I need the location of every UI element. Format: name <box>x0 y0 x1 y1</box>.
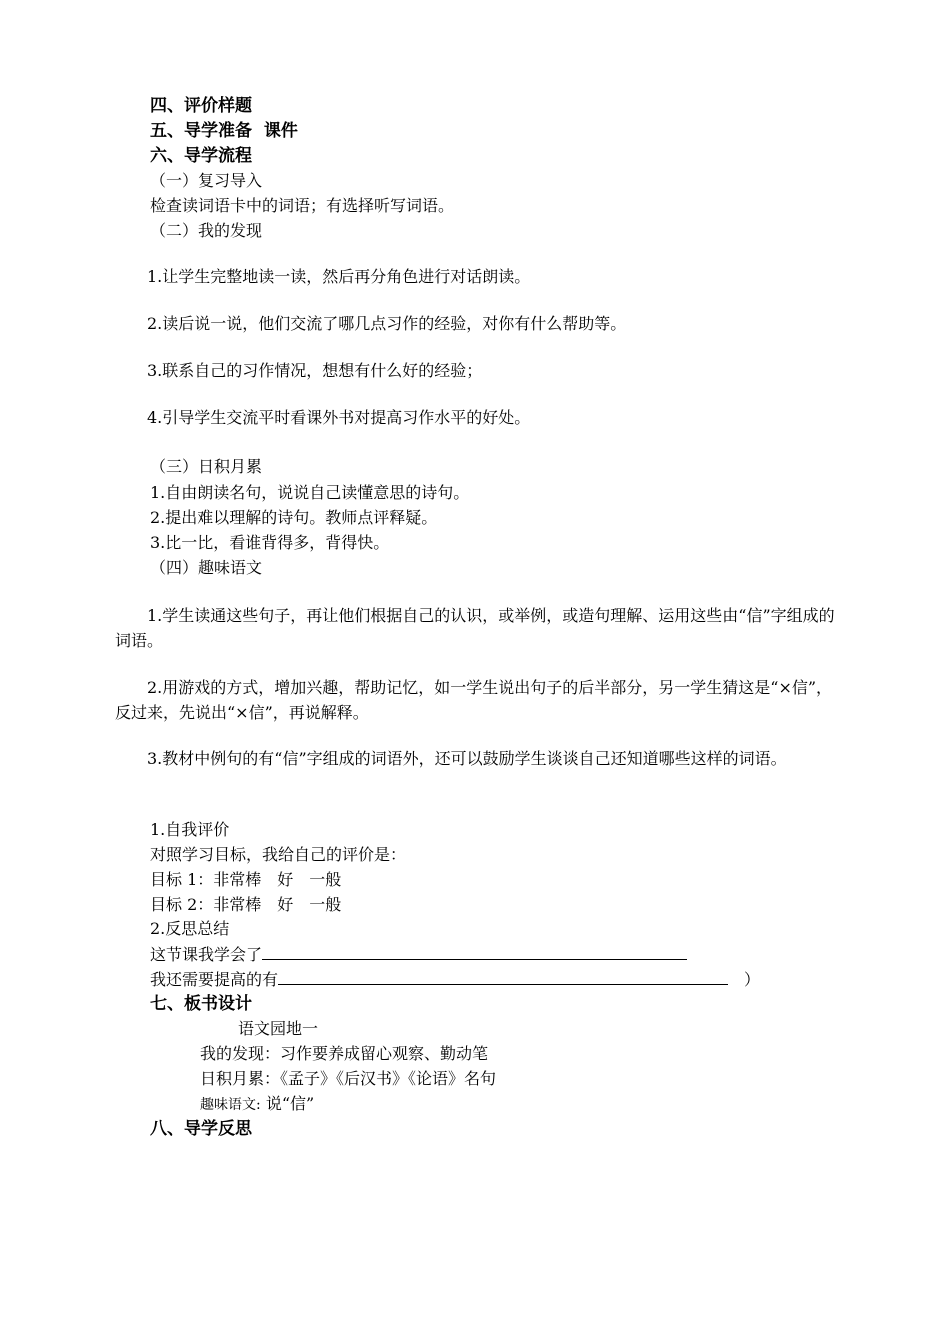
learned-line <box>150 943 687 966</box>
discovery-item-1: 1.让学生完整地读一读，然后再分角色进行对话朗读。 <box>147 267 531 286</box>
accumulation-item-3: 3.比一比，看谁背得多，背得快。 <box>150 533 390 552</box>
board-fun-text: 说“信” <box>265 1094 315 1113</box>
self-evaluation-title: 1.自我评价 <box>150 820 230 839</box>
section-fun-chinese-title: （四）趣味语文 <box>150 558 263 577</box>
fun-chinese-para-3: 3.教材中例句的有“信”字组成的词语外，还可以鼓励学生谈谈自己还知道哪些这样的词语。 <box>147 749 787 768</box>
board-line-fun-chinese <box>200 1093 314 1116</box>
accumulation-item-2: 2.提出难以理解的诗句。教师点评释疑。 <box>150 508 438 527</box>
heading-preparation-item: 课件 <box>263 121 298 141</box>
section-review-text: 检查读词语卡中的词语；有选择听写词语。 <box>150 196 455 215</box>
improve-blank[interactable] <box>278 968 728 985</box>
learned-label: 这节课我学会了 <box>150 945 263 964</box>
heading-board-design: 七、板书设计 <box>150 994 252 1014</box>
heading-evaluation-sample: 四、评价样题 <box>150 96 252 116</box>
improve-paren: ） <box>744 970 761 989</box>
goal-1-rating: 目标 1：非常棒 好 一般 <box>150 870 342 889</box>
heading-reflection: 八、导学反思 <box>150 1119 252 1139</box>
board-line-discovery: 我的发现：习作要养成留心观察、勤动笔 <box>200 1044 489 1063</box>
board-title: 语文园地一 <box>238 1019 319 1038</box>
heading-process: 六、导学流程 <box>150 146 252 166</box>
board-fun-label: 趣味语文: <box>200 1097 261 1113</box>
discovery-item-4: 4.引导学生交流平时看课外书对提高习作水平的好处。 <box>147 408 531 427</box>
accumulation-item-1: 1.自由朗读名句，说说自己读懂意思的诗句。 <box>150 483 470 502</box>
discovery-item-3: 3.联系自己的习作情况，想想有什么好的经验； <box>147 361 483 380</box>
goal-2-rating: 目标 2：非常棒 好 一般 <box>150 895 342 914</box>
discovery-item-2: 2.读后说一说，他们交流了哪几点习作的经验，对你有什么帮助等。 <box>147 314 627 333</box>
section-accumulation-title: （三）日积月累 <box>150 457 263 476</box>
section-discovery-title: （二）我的发现 <box>150 221 263 240</box>
self-evaluation-intro: 对照学习目标，我给自己的评价是： <box>150 845 407 864</box>
heading-preparation <box>150 120 298 142</box>
improve-label: 我还需要提高的有 <box>150 970 279 989</box>
learned-blank[interactable] <box>262 943 687 960</box>
improve-line <box>150 968 760 991</box>
section-review-title: （一）复习导入 <box>150 171 263 190</box>
board-line-accumulation: 日积月累：《孟子》《后汉书》《论语》名句 <box>200 1069 497 1088</box>
fun-chinese-para-1: 1.学生读通这些句子，再让他们根据自己的认识，或举例，或造句理解、运用这些由“信”字组成的词语。 <box>115 606 835 650</box>
fun-chinese-para-2: 2.用游戏的方式，增加兴趣，帮助记忆，如一学生说出句子的后半部分，另一学生猜这是“×信”，反过来，先说出“×信”，再说解释。 <box>115 678 833 722</box>
heading-preparation-label: 五、导学准备 <box>150 121 252 141</box>
reflection-title: 2.反思总结 <box>150 919 230 938</box>
